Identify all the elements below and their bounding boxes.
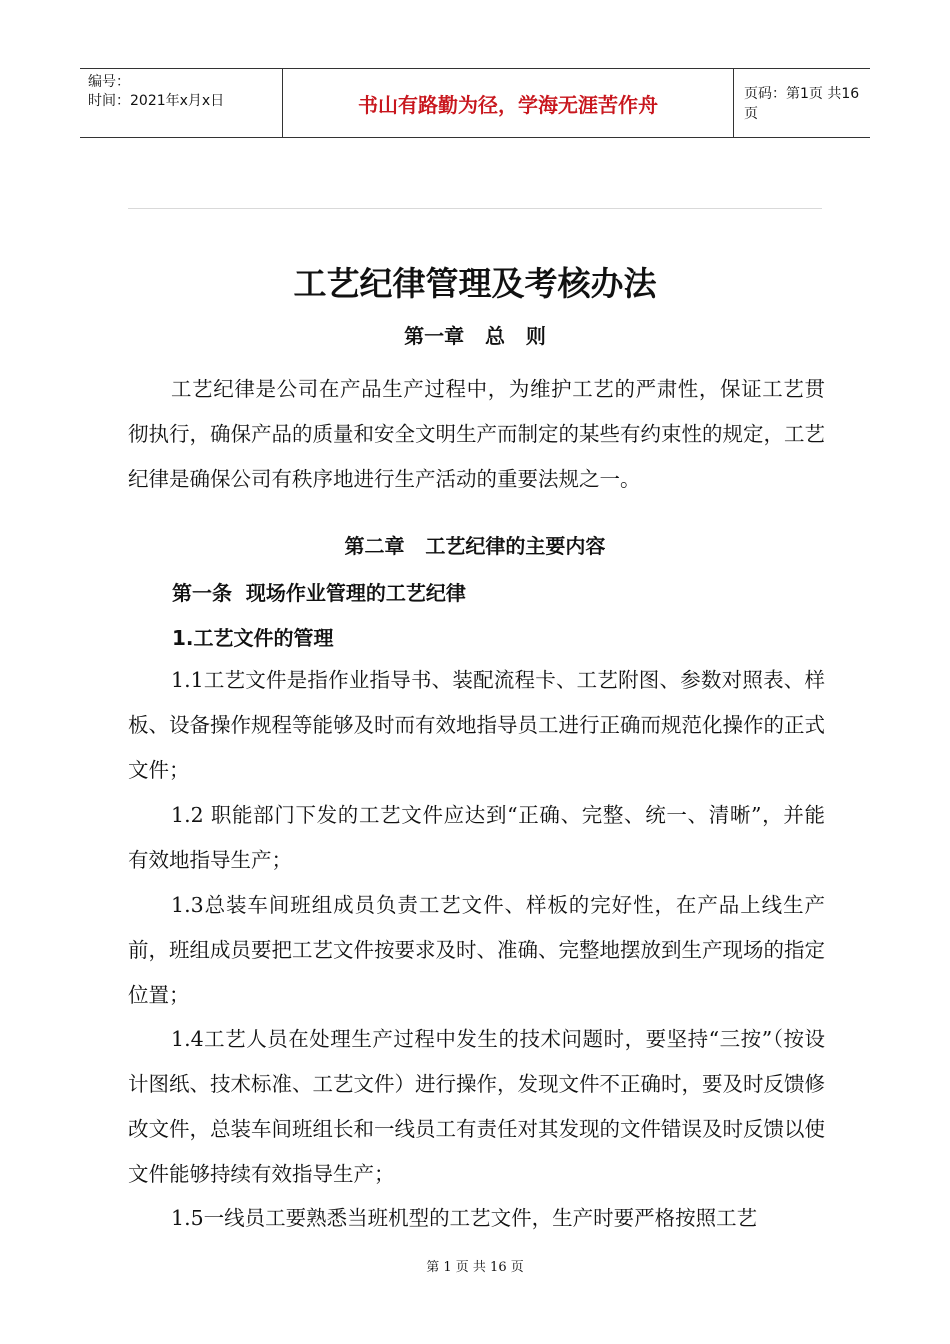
header-page-info: 页码：第1页 共16页 <box>744 86 860 122</box>
section1-heading: 1.工艺文件的管理 <box>172 626 334 650</box>
item-1-3: 1.3总装车间班组成员负责工艺文件、样板的完好性，在产品上线生产前，班组成员要把工艺文件按要求及时、准确、完整地摆放到生产现场的指定位置； <box>128 893 825 1007</box>
article1-heading: 第一条 现场作业管理的工艺纪律 <box>172 581 466 605</box>
time-label: 时间：2021年x月x日 <box>88 93 225 109</box>
page-footer: 第 1 页 共 16 页 <box>426 1260 524 1275</box>
divider <box>128 208 822 209</box>
chapter1-heading: 第一章 总 则 <box>404 324 546 348</box>
page-header <box>80 68 870 138</box>
item-1-1: 1.1工艺文件是指作业指导书、装配流程卡、工艺附图、参数对照表、样板、设备操作规程等能够及时而有效地指导员工进行正确而规范化操作的正式文件； <box>128 668 825 782</box>
item-1-5: 1.5一线员工要熟悉当班机型的工艺文件，生产时要严格按照工艺 <box>171 1206 758 1230</box>
item-1-2: 1.2 职能部门下发的工艺文件应达到“正确、完整、统一、清晰”，并能有效地指导生产； <box>128 803 825 872</box>
item-1-4: 1.4工艺人员在处理生产过程中发生的技术问题时，要坚持“三按”（按设计图纸、技术标准、工艺文件）进行操作，发现文件不正确时，要及时反馈修改文件，总装车间班组长和一线员工有责任对其发现的文件错误及时反馈以使文件能够持续有效指导生产； <box>128 1027 825 1186</box>
header-motto: 书山有路勤为径，学海无涯苦作舟 <box>282 69 734 137</box>
header-meta <box>80 69 282 137</box>
chapter1-paragraph: 工艺纪律是公司在产品生产过程中，为维护工艺的严肃性，保证工艺贯彻执行，确保产品的质量和安全文明生产而制定的某些有约束性的规定，工艺纪律是确保公司有秩序地进行生产活动的重要法规之一。 <box>128 377 825 491</box>
document-title: 工艺纪律管理及考核办法 <box>293 264 657 303</box>
chapter2-heading: 第二章 工艺纪律的主要内容 <box>344 534 606 558</box>
code-label: 编号： <box>88 74 130 90</box>
